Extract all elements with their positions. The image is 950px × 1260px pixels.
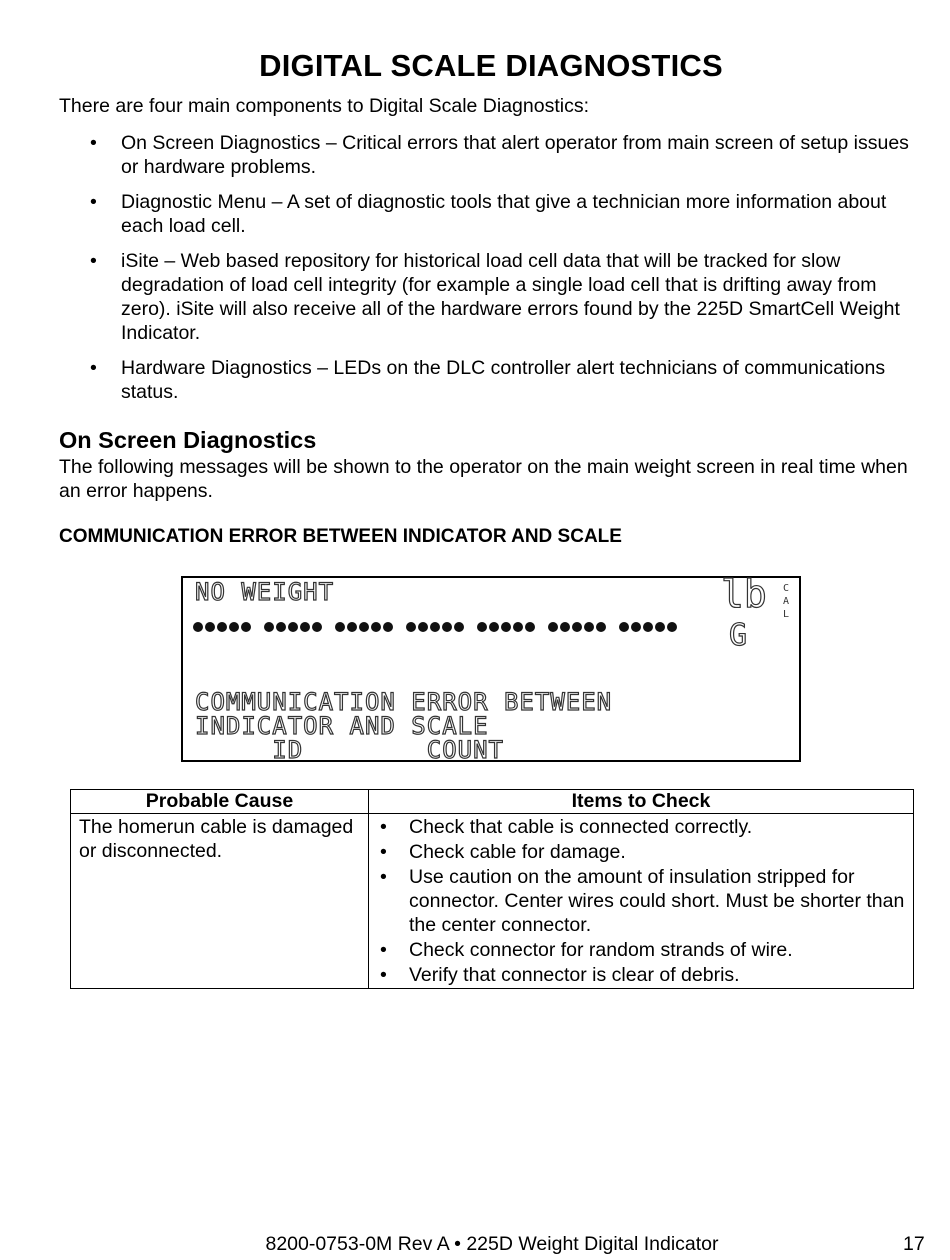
display-gross-indicator: G [729, 618, 748, 653]
display-dot [383, 622, 393, 632]
display-dot [631, 622, 641, 632]
display-dot-group [335, 622, 393, 632]
column-header: Probable Cause [71, 790, 369, 814]
cal-letter: A [782, 596, 790, 607]
display-cal-indicator [781, 582, 791, 621]
list-item [59, 249, 909, 345]
display-dot [406, 622, 416, 632]
list-item-text: Hardware Diagnostics – LEDs on the DLC controller alert technicians of communications status. [121, 357, 886, 403]
display-dot [572, 622, 582, 632]
bullet-icon: • [380, 816, 387, 838]
table-row [71, 814, 914, 989]
display-dot-group [193, 622, 251, 632]
display-dot-group [477, 622, 535, 632]
page-footer: 8200-0753-0M Rev A • 225D Weight Digital Indicator [265, 1233, 719, 1255]
list-item-text: Diagnostic Menu – A set of diagnostic tools that give a technician more information about each load cell. [121, 191, 887, 237]
display-dot-group [548, 622, 606, 632]
list-item [377, 815, 905, 839]
bullet-icon: • [380, 939, 387, 961]
error-heading: COMMUNICATION ERROR BETWEEN INDICATOR AND SCALE [59, 526, 622, 547]
display-dot [418, 622, 428, 632]
probable-cause-cell: The homerun cable is damaged or disconnected. [71, 814, 369, 989]
list-item [59, 190, 909, 238]
display-dot [501, 622, 511, 632]
list-item [59, 131, 909, 179]
display-unit: lb [721, 572, 767, 616]
display-dot [288, 622, 298, 632]
list-item [377, 938, 905, 962]
display-dot [454, 622, 464, 632]
bullet-icon: • [380, 866, 387, 888]
bullet-icon: • [90, 191, 97, 213]
table-header-row [71, 790, 914, 814]
display-dot-group [406, 622, 464, 632]
diagnostics-table [70, 789, 914, 989]
display-dot-group [264, 622, 322, 632]
list-item [377, 865, 905, 937]
display-dot [430, 622, 440, 632]
display-dot [525, 622, 535, 632]
bullet-icon: • [90, 132, 97, 154]
display-message-line: INDICATOR AND SCALE [195, 712, 489, 740]
display-message-line: COMMUNICATION ERROR BETWEEN [195, 688, 613, 716]
display-dot [205, 622, 215, 632]
check-item-text: Check cable for damage. [409, 841, 626, 863]
display-dot [217, 622, 227, 632]
bullet-icon: • [380, 841, 387, 863]
bullet-icon: • [90, 250, 97, 272]
display-dot [513, 622, 523, 632]
display-dot [347, 622, 357, 632]
display-dot [548, 622, 558, 632]
display-status: NO WEIGHT [195, 578, 335, 606]
display-dot [596, 622, 606, 632]
section-heading: On Screen Diagnostics [59, 427, 317, 453]
display-dot [667, 622, 677, 632]
display-dot-group [619, 622, 677, 632]
display-weight-dots [193, 622, 677, 632]
display-dot [655, 622, 665, 632]
display-dot [584, 622, 594, 632]
check-item-text: Use caution on the amount of insulation stripped for connector. Center wires could short. Must be shorter than the center connector. [409, 866, 905, 936]
check-item-text: Verify that connector is clear of debris. [409, 964, 740, 986]
list-item [377, 963, 905, 987]
display-dot [560, 622, 570, 632]
display-dot [300, 622, 310, 632]
list-item-text: iSite – Web based repository for historical load cell data that will be tracked for slow degradation of load cell integrity (for example a single load cell that is drifting away from zero). iSite will also receive all of the hardware errors found by the 225D SmartCell Weight Indicator. [121, 250, 900, 344]
column-header: Items to Check [369, 790, 914, 814]
component-list [59, 131, 909, 415]
display-dot [193, 622, 203, 632]
cal-letter: C [782, 583, 790, 594]
check-item-text: Check that cable is connected correctly. [409, 816, 753, 838]
page-number: 17 [903, 1233, 925, 1255]
display-dot [264, 622, 274, 632]
display-dot [371, 622, 381, 632]
intro-text: There are four main components to Digital Scale Diagnostics: [59, 95, 590, 117]
list-item-text: On Screen Diagnostics – Critical errors that alert operator from main screen of setup issues or hardware problems. [121, 132, 909, 178]
display-id-count-line: ID COUNT [195, 736, 504, 764]
display-dot [643, 622, 653, 632]
display-dot [229, 622, 239, 632]
display-dot [359, 622, 369, 632]
cal-letter: L [782, 609, 790, 620]
check-item-text: Check connector for random strands of wire. [409, 939, 793, 961]
display-dot [442, 622, 452, 632]
display-dot [335, 622, 345, 632]
display-dot [619, 622, 629, 632]
indicator-display [181, 572, 801, 764]
bullet-icon: • [380, 964, 387, 986]
check-list [377, 815, 905, 987]
display-dot [276, 622, 286, 632]
section-body: The following messages will be shown to the operator on the main weight screen in real time when an error happens. [59, 456, 908, 502]
page-title: DIGITAL SCALE DIAGNOSTICS [259, 48, 723, 83]
items-to-check-cell [369, 814, 914, 989]
display-dot [477, 622, 487, 632]
display-dot [489, 622, 499, 632]
list-item [377, 840, 905, 864]
display-dot [312, 622, 322, 632]
list-item [59, 356, 909, 404]
display-dot [241, 622, 251, 632]
bullet-icon: • [90, 357, 97, 379]
